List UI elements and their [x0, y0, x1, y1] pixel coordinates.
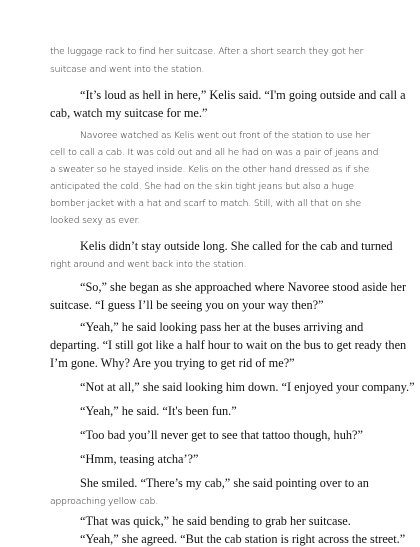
text-line: approaching yellow cab.	[50, 496, 159, 507]
text-line: right around and went back into the station.	[50, 259, 247, 270]
text-line: Kelis didn’t stay outside long. She called for the cab and turned	[80, 239, 393, 253]
text-line: “Yeah,” she agreed. “But the cab station is right across the street.”	[80, 532, 406, 546]
text-line: Navoree watched as Kelis went out front of the station to use her	[80, 130, 371, 141]
text-line: “So,” she began as she approached where Navoree stood aside her	[80, 280, 407, 294]
text-line: “Yeah,” he said looking pass her at the buses arriving and	[80, 320, 364, 334]
text-line: anticipated the cold. She had on the skin tight jeans but also a huge	[50, 181, 354, 192]
text-line: “Hmm, teasing atcha’?”	[80, 452, 199, 466]
text-line: “Yeah,” he said. “It's been fun.”	[80, 404, 237, 418]
text-line: suitcase and went into the station.	[50, 64, 205, 75]
text-line: cab, watch my suitcase for me.”	[50, 106, 208, 120]
text-line: “It’s loud as hell in here,” Kelis said. “I'm going outside and call a	[80, 88, 406, 102]
text-line: “That was quick,” he said bending to grab her suitcase.	[80, 514, 351, 528]
text-line: “Too bad you’ll never get to see that tattoo though, huh?”	[80, 428, 363, 442]
text-line: looked sexy as ever.	[50, 215, 141, 226]
text-line: “Not at all,” she said looking him down. “I enjoyed your company.”	[80, 380, 415, 394]
text-line: cell to call a cab. It was cold out and all he had on was a pair of jeans and	[50, 147, 379, 158]
text-line: suitcase. “I guess I’ll be seeing you on your way then?”	[50, 298, 324, 312]
text-line: She smiled. “There’s my cab,” she said pointing over to an	[80, 476, 369, 490]
text-line: departing. “I still got like a half hour to wait on the bus to get ready then	[50, 338, 407, 352]
text-line: I’m gone. Why? Are you trying to get rid of me?”	[50, 356, 295, 370]
text-line: the luggage rack to find her suitcase. After a short search they got her	[50, 46, 364, 57]
text-line: bomber jacket with a hat and scarf to match. Still, with all that on she	[50, 198, 361, 209]
text-line: a sweater so he stayed inside. Kelis on the other hand dressed as if she	[50, 164, 370, 175]
